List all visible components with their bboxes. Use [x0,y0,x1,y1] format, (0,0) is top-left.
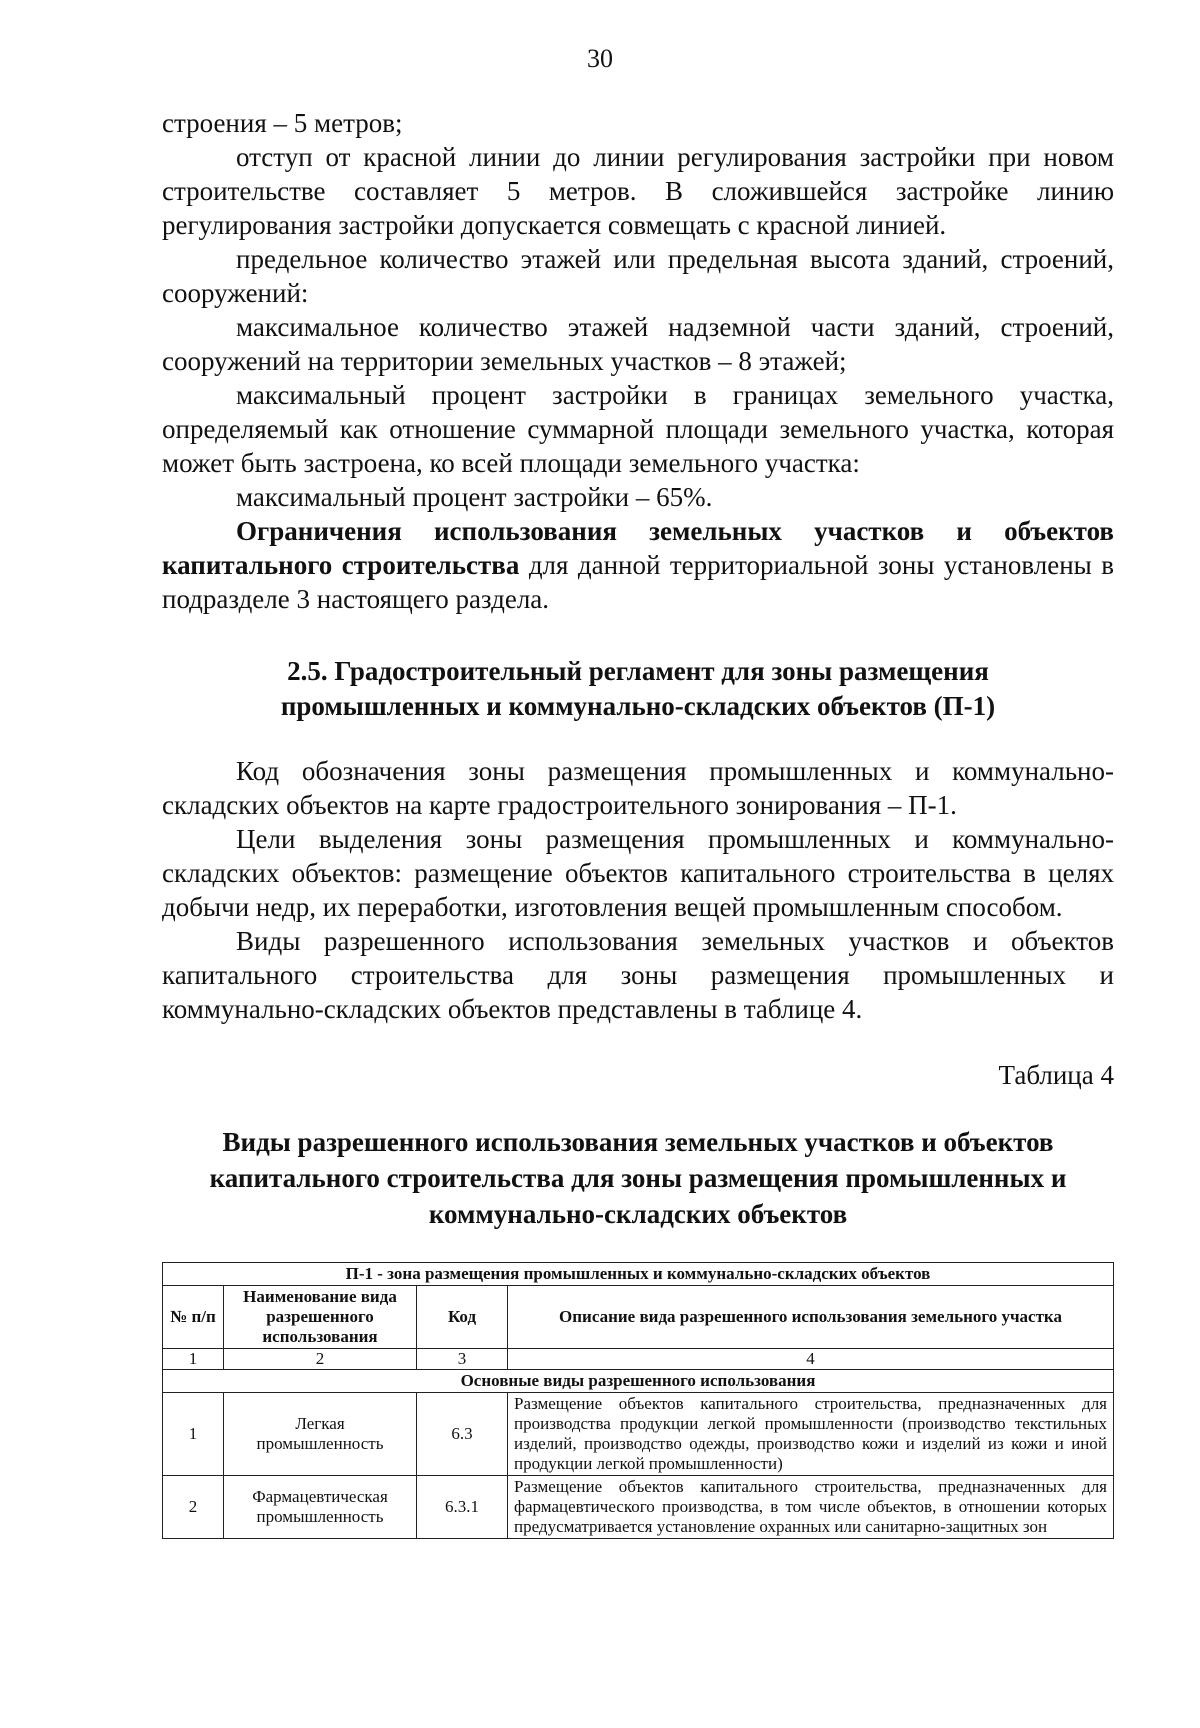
table-title [140,1124,1136,1232]
index-cell: 4 [508,1349,1114,1370]
col-header-name: Наименование вида разрешенного использования [224,1286,417,1349]
table-index-row [163,1349,1114,1370]
row-name: Фармацевтическая промышленность [224,1476,417,1539]
paragraph: предельное количество этажей или предельная высота зданий, строений, сооружений: [162,244,1114,308]
table-label: Таблица 4 [998,1060,1114,1090]
restrictions-text: для данной территориальной зоны установлены в подразделе 3 настоящего раздела. [162,550,1114,614]
index-cell: 1 [163,1349,224,1370]
table-section-row [163,1370,1114,1393]
table-zone-header-row [163,1263,1114,1286]
index-cell: 3 [417,1349,508,1370]
paragraph: максимальный процент застройки – 65%. [236,482,713,512]
row-num: 1 [163,1393,224,1476]
paragraph: Виды разрешенного использования земельных участков и объектов капитального строительства для зоны размещения промышленных и коммунально-складских объектов представлены в таблице 4. [162,926,1114,1024]
zone-text [162,754,1114,1026]
paragraph: Код обозначения зоны размещения промышленных и коммунально-складских объектов на карте градостроительного зонирования – П-1. [162,756,1114,820]
table-title-line: капитального строительства для зоны размещения промышленных и [209,1163,1067,1193]
table-section-caption: Основные виды разрешенного использования [163,1370,1114,1393]
paragraph-restrictions [162,514,1114,616]
paragraph: отступ от красной линии до линии регулирования застройки при новом строительстве составляет 5 метров. В сложившейся застройке линию регулирования застройки допускается совмещать с красной линией. [162,142,1114,240]
section-heading [162,654,1114,724]
section-heading-line: промышленных и коммунально-складских объектов (П-1) [280,691,996,721]
paragraph: максимальный процент застройки в границах земельного участка, определяемый как отношение суммарной площади земельного участка, которая может быть застроена, ко всей площади земельного участка: [162,380,1114,478]
page-number: 30 [587,44,613,73]
row-name: Легкая промышленность [224,1393,417,1476]
table-row [163,1393,1114,1476]
body-text [162,106,1114,616]
section-heading-line: 2.5. Градостроительный регламент для зоны размещения [287,656,989,686]
table-title-line: коммунально-складских объектов [428,1199,848,1229]
row-num: 2 [163,1476,224,1539]
land-use-table [162,1262,1114,1539]
table-header-row [163,1286,1114,1349]
col-header-desc: Описание вида разрешенного использования земельного участка [508,1286,1114,1349]
table-zone-header: П-1 - зона размещения промышленных и коммунально-складских объектов [163,1263,1114,1286]
paragraph: Цели выделения зоны размещения промышленных и коммунально-складских объектов: размещение объектов капитального строительства в целях добычи недр, их переработки, изготовления вещей промышленным способом. [162,824,1114,922]
row-code: 6.3.1 [417,1476,508,1539]
col-header-code: Код [417,1286,508,1349]
table-row [163,1476,1114,1539]
paragraph: максимальное количество этажей надземной части зданий, строений, сооружений на территории земельных участков – 8 этажей; [162,312,1114,376]
paragraph: строения – 5 метров; [162,108,403,138]
table-title-line: Виды разрешенного использования земельных участков и объектов [222,1127,1054,1157]
row-desc: Размещение объектов капитального строительства, предназначенных для производства продукции легкой промышленности (производство текстильных изделий, производство одежды, производство кожи и изделий из кожи и иной продукции легкой промышленности) [508,1393,1114,1476]
row-code: 6.3 [417,1393,508,1476]
index-cell: 2 [224,1349,417,1370]
restrictions-bold-text: Ограничения использования земельных участков и объектов капитального строительства [162,516,1114,580]
col-header-num: № п/п [163,1286,224,1349]
row-desc: Размещение объектов капитального строительства, предназначенных для фармацевтического производства, в том числе объектов, в отношении которых предусматривается установление охранных или санитарно-защитных зон [508,1476,1114,1539]
